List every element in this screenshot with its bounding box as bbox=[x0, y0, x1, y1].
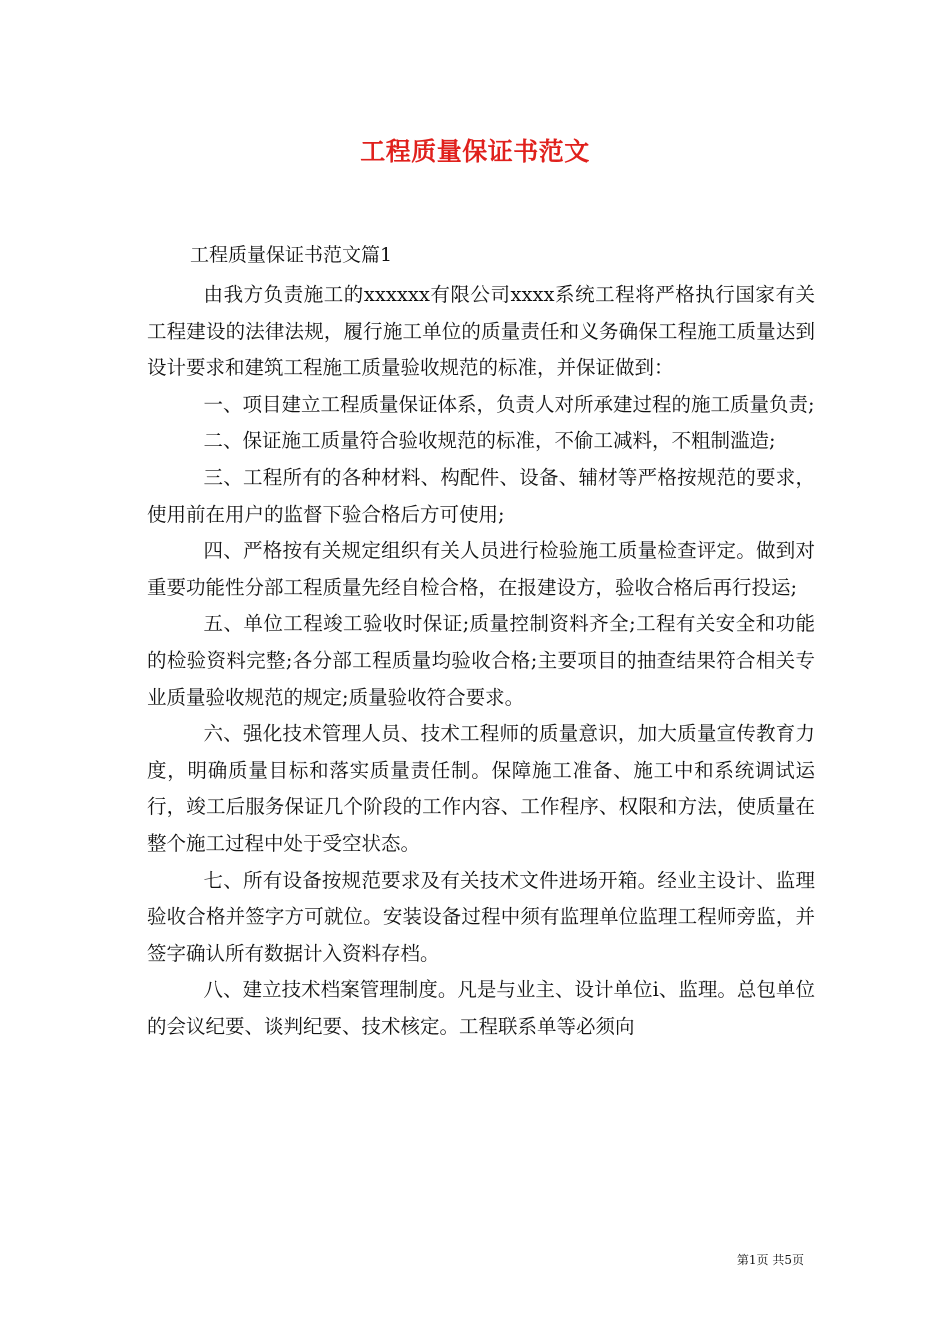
paragraph-item-6: 六、强化技术管理人员、技术工程师的质量意识，加大质量宣传教育力度，明确质量目标和落实质量责任制。保障施工准备、施工中和系统调试运行，竣工后服务保证几个阶段的工作内容、工作程序、权限和方法，使质量在整个施工过程中处于受空状态。 bbox=[147, 722, 815, 855]
paragraph-intro: 由我方负责施工的xxxxxx有限公司xxxx系统工程将严格执行国家有关工程建设的法律法规，履行施工单位的质量责任和义务确保工程施工质量达到设计要求和建筑工程施工质量验收规范的标准，并保证做到： bbox=[147, 283, 815, 380]
page-footer: 第1页 共5页 bbox=[736, 1253, 804, 1267]
section-subtitle: 工程质量保证书范文篇1 bbox=[190, 244, 393, 266]
document-body bbox=[147, 277, 815, 1045]
paragraph-item-4: 四、严格按有关规定组织有关人员进行检验施工质量检查评定。做到对重要功能性分部工程质量先经自检合格，在报建设方，验收合格后再行投运; bbox=[147, 539, 815, 599]
paragraph-item-7: 七、所有设备按规范要求及有关技术文件进场开箱。经业主设计、监理验收合格并签字方可就位。安装设备过程中须有监理单位监理工程师旁监，并签字确认所有数据计入资料存档。 bbox=[147, 868, 815, 965]
document-title: 工程质量保证书范文 bbox=[360, 137, 590, 166]
paragraph-item-2: 二、保证施工质量符合验收规范的标准，不偷工减料，不粗制滥造; bbox=[203, 429, 776, 453]
paragraph-item-8: 八、建立技术档案管理制度。凡是与业主、设计单位i、监理。总包单位的会议纪要、谈判纪要、技术核定。工程联系单等必须向 bbox=[147, 978, 815, 1038]
paragraph-item-3: 三、工程所有的各种材料、构配件、设备、辅材等严格按规范的要求，使用前在用户的监督下验合格后方可使用; bbox=[147, 465, 815, 526]
paragraph-item-5: 五、单位工程竣工验收时保证;质量控制资料齐全;工程有关安全和功能的检验资料完整;各分部工程质量均验收合格;主要项目的抽查结果符合相关专业质量验收规范的规定;质量验收符合要求。 bbox=[147, 612, 815, 709]
paragraph-item-1: 一、项目建立工程质量保证体系，负责人对所承建过程的施工质量负责; bbox=[203, 392, 815, 416]
